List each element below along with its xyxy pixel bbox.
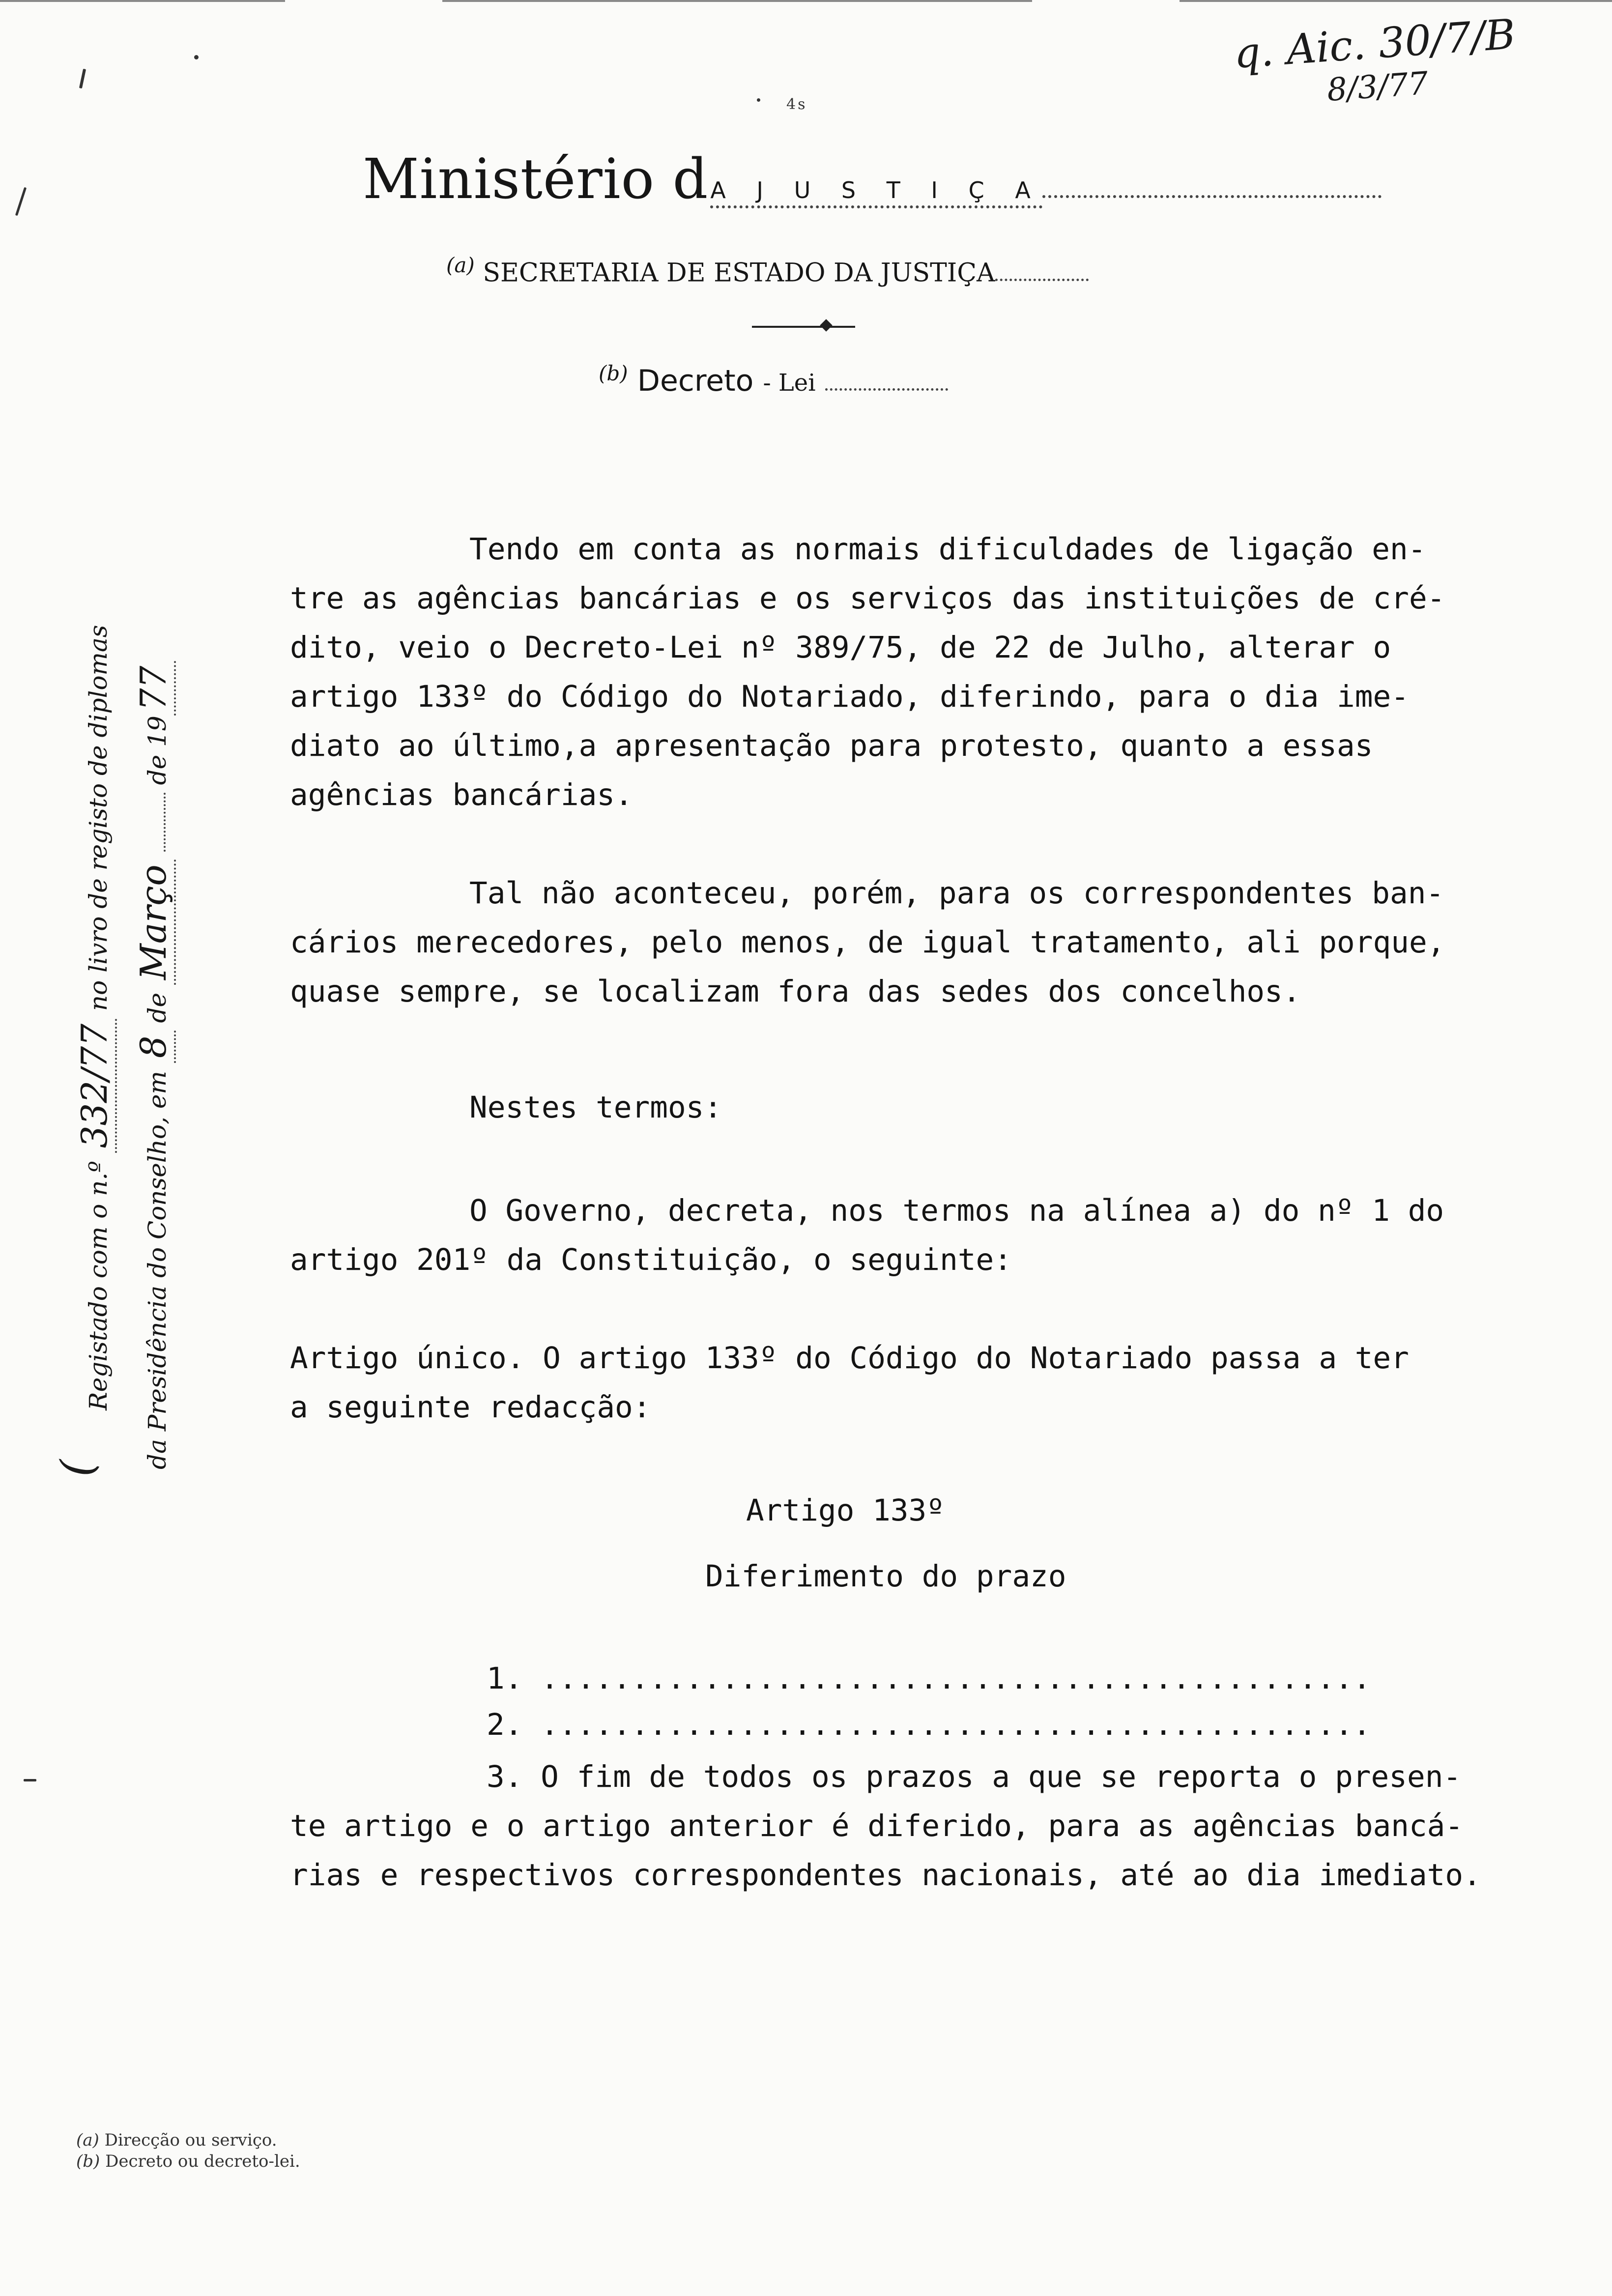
scan-speck (15, 187, 27, 216)
body-line: artigo 133º do Código do Notariado, diferindo, para o dia ime- (290, 679, 1409, 714)
handwritten-date: 8/3/77 (1325, 65, 1430, 109)
register-year: 77 (133, 661, 176, 716)
article-subtitle: Diferimento do prazo (705, 1559, 1066, 1594)
footnote-text: Direcção ou serviço. (104, 2130, 277, 2150)
dotted-leader (1042, 195, 1382, 198)
article-item-3: 3. O fim de todos os prazos a que se reporta o presen- (487, 1759, 1462, 1794)
scan-speck (79, 69, 86, 88)
scan-edge-line (0, 0, 285, 2)
body-line: cários merecedores, pelo menos, de igual tratamento, ali porque, (290, 925, 1445, 960)
article-item-3: te artigo e o artigo anterior é diferido, para as agências bancá- (290, 1808, 1464, 1843)
register-month: Março (133, 860, 176, 985)
body-line: a seguinte redacção: (290, 1390, 651, 1425)
footnote-marker-b: (b) (599, 361, 628, 385)
register-number: 332/77 (74, 1019, 117, 1153)
register-text: de 19 (143, 716, 172, 785)
decreto-label: Decreto (637, 364, 754, 398)
ministry-prefix: Ministério d (363, 147, 709, 211)
register-day: 8 (133, 1031, 176, 1063)
body-line: Nestes termos: (469, 1090, 722, 1125)
body-line: diato ao último,a apresentação para protesto, quanto a essas (290, 728, 1373, 763)
dotted-leader (164, 793, 166, 852)
body-line: agências bancárias. (290, 777, 633, 812)
ministry-name: A J U S T I Ç A (710, 177, 1042, 208)
body-line: artigo 201º da Constituição, o seguinte: (290, 1242, 1012, 1277)
secretaria-line (446, 253, 1089, 287)
dotted-leader (995, 279, 1089, 281)
scan-speck (757, 98, 760, 102)
margin-bracket: ( (52, 1459, 104, 1477)
body-line: O Governo, decreta, nos termos na alínea a) do nº 1 do (469, 1193, 1444, 1228)
margin-register-line-1 (74, 625, 115, 1410)
ministry-heading (363, 147, 1382, 211)
body-line: Artigo único. O artigo 133º do Código do Notariado passa a ter (290, 1341, 1409, 1376)
register-text: da Presidência do Conselho, em (143, 1071, 172, 1469)
handwritten-reference: q. Aic. 30/7/B (1232, 10, 1517, 78)
scan-edge-line (442, 0, 1032, 2)
ornamental-divider (752, 326, 855, 328)
article-item-3: rias e respectivos correspondentes nacionais, até ao dia imediato. (290, 1858, 1481, 1893)
secretaria-name: SECRETARIA DE ESTADO DA JUSTIÇA (483, 258, 995, 288)
scan-speck (194, 55, 199, 59)
body-line: quase sempre, se localizam fora das sedes dos concelhos. (290, 974, 1301, 1009)
article-item-1: 1. .............................................. (487, 1661, 1371, 1696)
body-line: dito, veio o Decreto-Lei nº 389/75, de 22 de Julho, alterar o (290, 630, 1391, 665)
footnote-mark: (a) (76, 2130, 99, 2150)
footnote-a (76, 2130, 277, 2150)
scan-edge-line (1180, 0, 1612, 2)
body-line: Tal não aconteceu, porém, para os correspondentes ban- (469, 876, 1444, 911)
register-text: de (143, 992, 172, 1023)
body-line: tre as agências bancárias e os serviços das instituições de cré- (290, 581, 1445, 616)
footnote-b (76, 2152, 300, 2171)
decreto-line (599, 361, 948, 398)
article-item-2: 2. .............................................. (487, 1707, 1371, 1742)
register-text: Registado com o n.º (84, 1161, 113, 1410)
margin-register-line-2 (133, 661, 174, 1469)
footnote-mark: (b) (76, 2152, 100, 2171)
article-title: Artigo 133º (746, 1493, 945, 1528)
scan-speck (24, 1779, 36, 1781)
divider-diamond (820, 319, 832, 331)
faint-stamp: 4s (786, 96, 807, 113)
body-line: Tendo em conta as normais dificuldades de ligação en- (469, 532, 1426, 567)
footnote-marker-a: (a) (446, 253, 475, 277)
register-text: no livro de registo de diplomas (84, 625, 113, 1011)
dotted-leader (825, 388, 948, 391)
decreto-type: - Lei (763, 369, 816, 397)
footnote-text: Decreto ou decreto-lei. (105, 2152, 300, 2171)
